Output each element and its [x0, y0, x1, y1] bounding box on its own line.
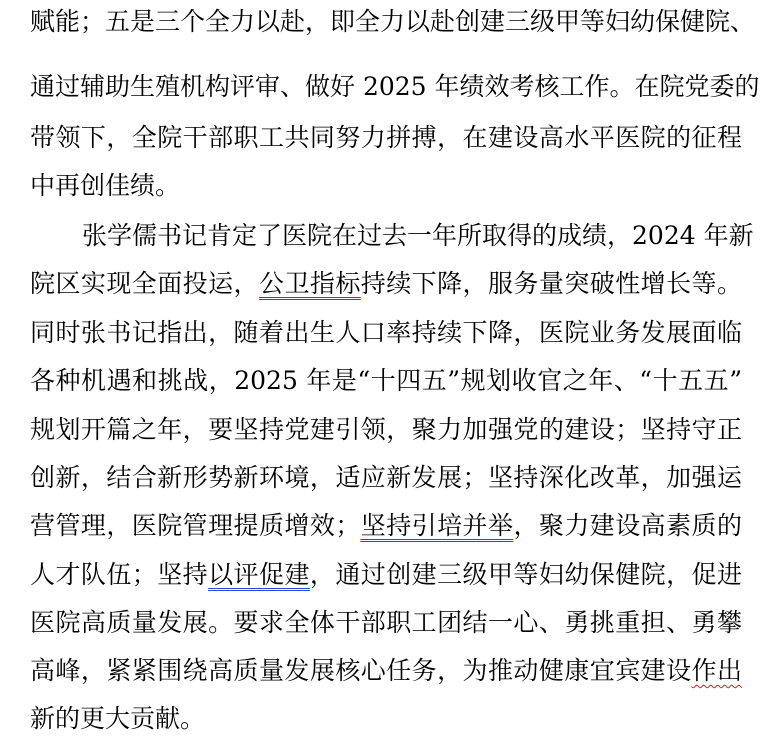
text-segment: ，通过创建三级甲等妇幼保健院，促进 — [309, 560, 742, 589]
paragraph-2-line-10 — [30, 651, 742, 691]
paragraph-2-line-8 — [30, 555, 742, 595]
grammar-flagged-text[interactable]: 以评促建 — [208, 560, 310, 589]
paragraph-2-line-5: 规划开篇之年，要坚持党建引领，聚力加强党的建设；坚持守正 — [30, 415, 742, 444]
spelling-flagged-text[interactable]: 作出 — [691, 656, 742, 685]
paragraph-2-line-11: 新的更大贡献。 — [30, 704, 206, 733]
text-segment: 营管理，医院管理提质增效； — [30, 511, 361, 540]
paragraph-2-line-3: 同时张书记指出，随着出生人口率持续下降，医院业务发展面临 — [30, 318, 742, 347]
paragraph-1-line-2: 通过辅助生殖机构评审、做好 2025 年绩效考核工作。在院党委的 — [30, 72, 760, 101]
text-segment: 高峰，紧紧围绕高质量发展核心任务，为推动健康宜宾建设 — [30, 656, 692, 685]
grammar-flagged-text[interactable]: 坚持引培并举 — [360, 511, 514, 540]
text-segment: 院区实现全面投运， — [30, 269, 259, 298]
text-segment: 人才队伍；坚持 — [30, 560, 209, 589]
text-segment: ，聚力建设高素质的 — [513, 511, 742, 540]
paragraph-2-line-4: 各种机遇和挑战，2025 年是“十四五”规划收官之年、“十五五” — [30, 366, 742, 395]
paragraph-2-line-2 — [30, 264, 742, 304]
paragraph-2-line-1: 张学儒书记肯定了医院在过去一年所取得的成绩，2024 年新 — [82, 221, 754, 250]
paragraph-1-line-3: 带领下，全院干部职工共同努力拼搏，在建设高水平医院的征程 — [30, 123, 742, 152]
paragraph-1-line-1: 赋能；五是三个全力以赴，即全力以赴创建三级甲等妇幼保健院、 — [30, 7, 756, 36]
paragraph-2-line-6: 创新，结合新形势新环境，适应新发展；坚持深化改革，加强运 — [30, 463, 742, 492]
paragraph-1-line-4: 中再创佳绩。 — [30, 171, 181, 200]
paragraph-2-line-7 — [30, 506, 742, 546]
paragraph-2-line-9: 医院高质量发展。要求全体干部职工团结一心、勇挑重担、勇攀 — [30, 608, 742, 637]
text-segment: 持续下降，服务量突破性增长等。 — [360, 269, 742, 298]
grammar-flagged-text[interactable]: 公卫指标 — [259, 269, 361, 298]
